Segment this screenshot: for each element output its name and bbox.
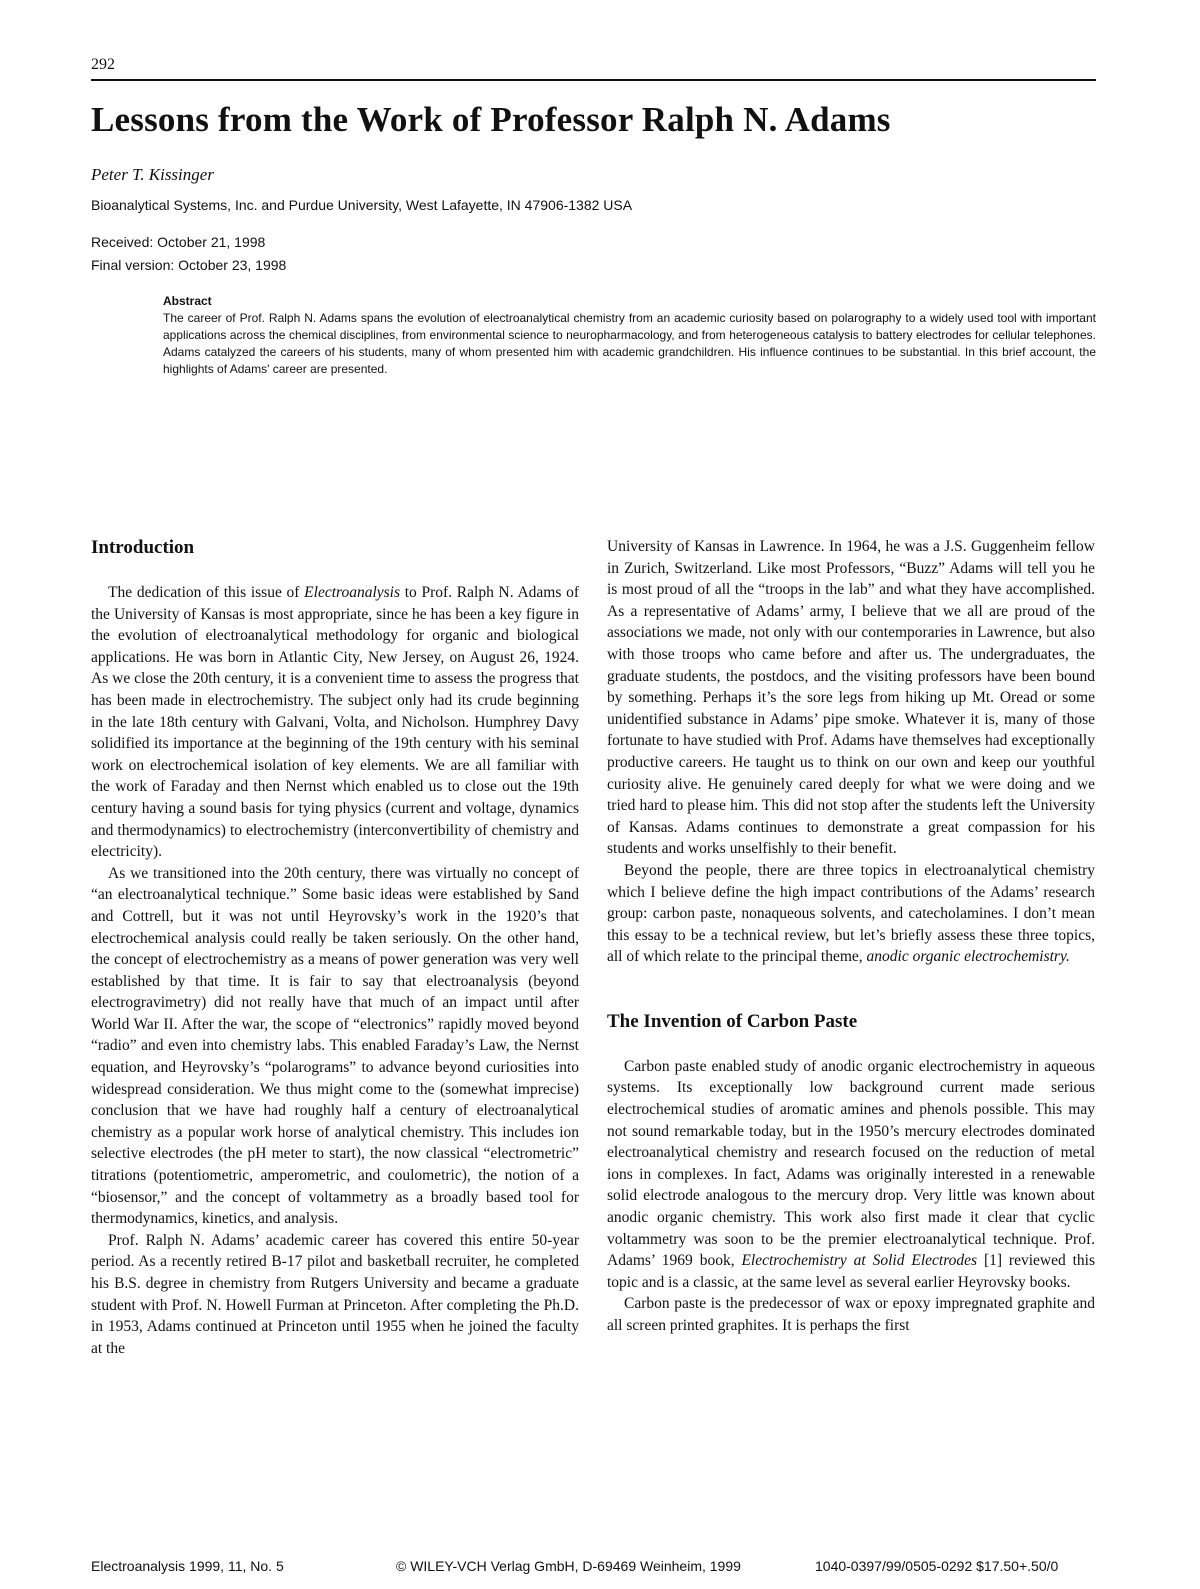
- received-date: Received: October 21, 1998: [91, 234, 266, 250]
- intro-paragraph-2: As we transitioned into the 20th century, there was virtually no concept of “an electroanalytical technique.” Some basic ideas were established by Sand and Cottrell, but it was not until Heyrovsky’s work in the 1920’s that electrochemical analysis could really be taken seriously. On the other hand, the concept of electrochemistry as a means of power generation was very well established by that time. It is fair to say that electroanalysis (beyond electrogravimetry) did not really have that much of an impact until after World War II. After the war, the scope of “electronics” rapidly moved beyond “radio” and even into chemistry labs. This enabled Faraday’s Law, the Nernst equation, and Heyrovsky’s “polarograms” to advance beyond curiosities into widespread consideration. We thus might come to the (somewhat imprecise) conclusion that we have had roughly half a century of electroanalytical chemistry as a popular work horse of analytical chemistry. This includes ion selective electrodes (the pH meter to start), the now classical “electrometric” titrations (potentiometric, amperometric, and coulometric), the notion of a “biosensor,” and the concept of voltammetry as a broadly based tool for thermodynamics, kinetics, and analysis.: [91, 864, 579, 1228]
- principal-theme: anodic organic electrochemistry.: [866, 948, 1070, 966]
- carbon-p1-start: Carbon paste enabled study of anodic organic electrochemistry in aqueous systems. Its exceptionally low background current made serious electrochemical studies of aromatic amines and phenols possible. This may not sound remarkable today, but in the 1950’s mercury electrodes dominated electroanalytical chemistry and research focused on the reduction of metal ions in complexes. In fact, Adams was originally interested in a renewable solid electrode analogous to the mercury drop. Very little was known about anodic organic chemistry. This work also first made it clear that cyclic voltammetry was soon to be the premier electroanalytical technique. Prof. Adams’ 1969 book,: [607, 1057, 1095, 1270]
- carbon-p1-end: [1] reviewed this topic and is a classic, at the same level as several earlier Heyrovsky books.: [607, 1252, 1095, 1291]
- header-rule: [91, 79, 1096, 81]
- right-p2-start: Beyond the people, there are three topics in electroanalytical chemistry which I believe define the high impact contributions of the Adams’ research group: carbon paste, nonaqueous solvents, and catecholamines. I don’t mean this essay to be a technical review, but let’s briefly assess these three topics, all of which relate to the principal theme,: [607, 861, 1095, 966]
- intro-p1-end: to Prof. Ralph N. Adams of the University of Kansas is most appropriate, since he has been a key figure in the evolution of electroanalytical methodology for organic and biological applications. He was born in Atlantic City, New Jersey, on August 26, 1924. As we close the 20th century, it is a convenient time to assess the progress that has been made in electrochemistry. The subject only had its crude beginning in the late 18th century with Galvani, Volta, and Nicholson. Humphrey Davy solidified its importance at the beginning of the 19th century with his seminal work on electrochemical isolation of key elements. We are all familiar with the work of Faraday and then Nernst which enabled us to close out the 19th century having a sound basis for tying physics (current and voltage, dynamics and thermodynamics) to electrochemistry (interconvertibility of chemistry and electricity).: [91, 584, 580, 861]
- left-column: [91, 536, 579, 1359]
- book-title: Electrochemistry at Solid Electrodes: [741, 1252, 978, 1270]
- author-name: Peter T. Kissinger: [91, 165, 214, 184]
- footer-journal: Electroanalysis 1999, 11, No. 5: [91, 1558, 284, 1574]
- journal-name: Electroanalysis: [304, 584, 401, 601]
- page-number: 292: [91, 56, 115, 73]
- carbon-paragraph-2: Carbon paste is the predecessor of wax or epoxy impregnated graphite and all screen printed graphites. It is perhaps the first: [607, 1295, 1095, 1334]
- intro-paragraph-1: [91, 582, 579, 863]
- carbon-paragraph-1: [607, 1056, 1095, 1294]
- right-paragraph-2: [607, 860, 1095, 968]
- final-version-date: Final version: October 23, 1998: [91, 257, 287, 273]
- abstract: [163, 293, 1096, 378]
- abstract-heading: Abstract: [163, 294, 212, 308]
- introduction-heading: Introduction: [91, 537, 195, 558]
- article-title: Lessons from the Work of Professor Ralph N. Adams: [91, 100, 891, 139]
- abstract-text: The career of Prof. Ralph N. Adams spans the evolution of electroanalytical chemistry from an academic curiosity based on polarography to a widely used tool with important applications across the chemical disciplines, from environmental science to neuropharmacology, and from heterogeneous catalysis to battery electrodes for cellular telephones. Adams catalyzed the careers of his students, many of whom presented him with academic grandchildren. His influence continues to be substantial. In this brief account, the highlights of Adams' career are presented.: [163, 311, 1096, 376]
- footer-issn: 1040-0397/99/0505-0292 $17.50+.50/0: [815, 1558, 1059, 1574]
- intro-p1-start: The dedication of this issue of: [108, 584, 305, 601]
- intro-paragraph-3: Prof. Ralph N. Adams’ academic career has covered this entire 50-year period. As a recently retired B-17 pilot and basketball recruiter, he completed his B.S. degree in chemistry from Rutgers University and became a graduate student with Prof. N. Howell Furman at Princeton. After completing the Ph.D. in 1953, Adams continued at Princeton until 1955 when he joined the faculty at the: [91, 1231, 579, 1357]
- footer-copyright: © WILEY-VCH Verlag GmbH, D-69469 Weinheim, 1999: [396, 1558, 741, 1574]
- right-column: [607, 536, 1095, 1337]
- article-dates: [91, 231, 286, 277]
- right-paragraph-1: University of Kansas in Lawrence. In 1964, he was a J.S. Guggenheim fellow in Zurich, Switzerland. Like most Professors, “Buzz” Adams will tell you he is most proud of all the “troops in the lab” and what they have accomplished. As a representative of Adams’ army, I believe that we all are proud of the associations we made, not only with our contemporaries in Lawrence, but also with those troops who came before and after us. The undergraduates, the graduate students, the postdocs, and the visiting professors have been bound by something. Perhaps it’s the sore legs from hiking up Mt. Oread or some unidentified substance in Adams’ pipe smoke. Whatever it is, many of those fortunate to have studied with Prof. Adams have themselves had exceptionally productive careers. He taught us to think on our own and keep our youthful curiosity alive. He genuinely cared deeply for what we were doing and we tried hard to please him. This did not stop after the students left the University of Kansas. Adams continues to demonstrate a great compassion for his students and works unselfishly to their benefit.: [607, 538, 1095, 858]
- carbon-paste-heading: The Invention of Carbon Paste: [607, 1010, 858, 1032]
- author-affiliation: Bioanalytical Systems, Inc. and Purdue University, West Lafayette, IN 47906-1382 USA: [91, 197, 633, 213]
